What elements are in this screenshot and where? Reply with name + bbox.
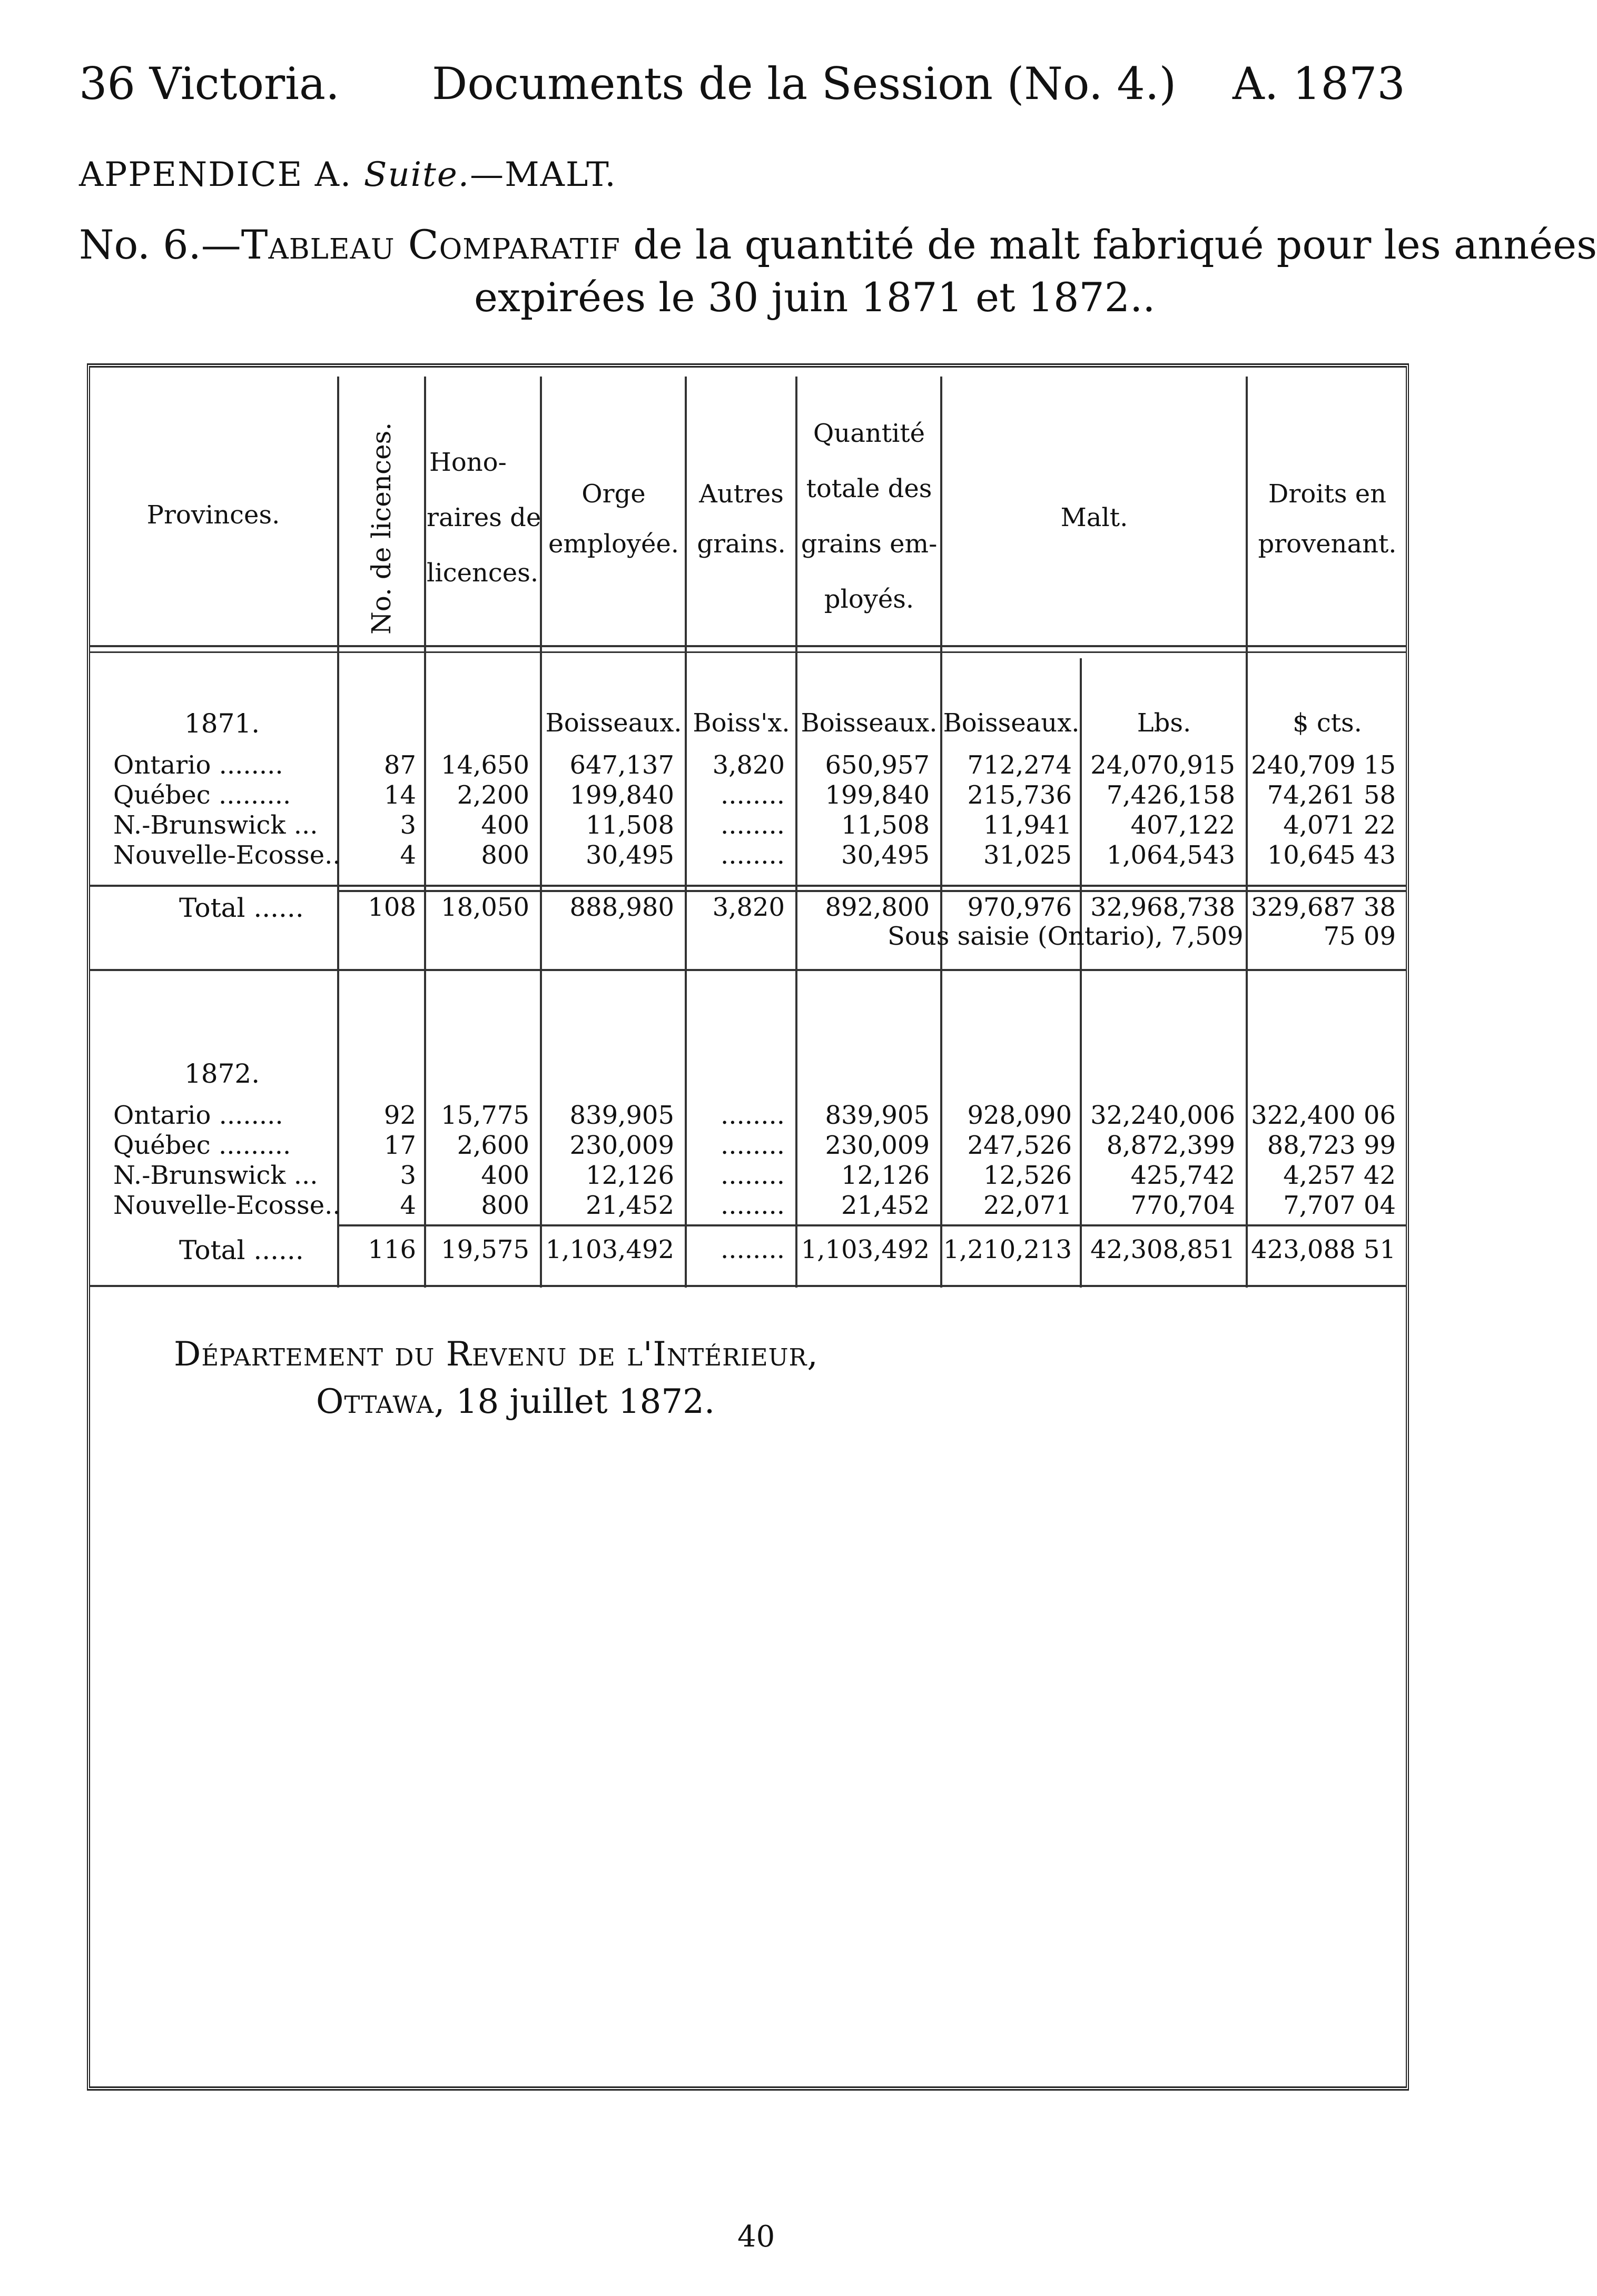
total-malt-lbs: 32,968,738 (1090, 893, 1235, 922)
signature-date: 18 juillet 1872. (445, 1382, 715, 1421)
droits-value: 74,261 58 (1267, 780, 1396, 810)
col-header-droits-1: Droits en (1268, 479, 1387, 509)
col-header-orge-2: employée. (548, 529, 679, 559)
unit-orge: Boisseaux. (545, 708, 682, 738)
malt-lbs-value: 8,872,399 (1106, 1131, 1235, 1160)
malt-boisseaux-value: 11,941 (983, 810, 1072, 840)
saisie-droits: 75 09 (1323, 922, 1396, 951)
total-rule (337, 1224, 1406, 1226)
quantite-value: 650,957 (825, 750, 930, 780)
licences-count: 3 (400, 810, 416, 840)
droits-value: 7,707 04 (1283, 1191, 1396, 1220)
header-session-year: 36 Victoria. (79, 58, 340, 110)
licences-count: 4 (400, 840, 416, 870)
total-licences: 116 (368, 1235, 416, 1264)
autres-value: ........ (720, 840, 785, 870)
col-header-quantite-2: totale des (806, 474, 932, 503)
col-header-honoraires-2: raires de (427, 503, 541, 532)
col-header-honoraires-3: licences. (427, 558, 539, 588)
col-header-autres-1: Autres (699, 479, 784, 509)
unit-droits: $ cts. (1293, 708, 1362, 738)
licences-count: 87 (383, 750, 416, 780)
autres-value: ........ (720, 1191, 785, 1220)
appendix-prefix: APPENDICE A. (79, 155, 364, 194)
autres-value: ........ (720, 1161, 785, 1190)
licences-count: 4 (400, 1191, 416, 1220)
unit-quantite: Boisseaux. (801, 708, 938, 738)
appendix-suite: Suite. (363, 155, 470, 194)
total-quantite: 892,800 (825, 893, 930, 922)
col-header-quantite-4: ployés. (824, 585, 914, 614)
appendix-heading (79, 155, 617, 194)
honoraires-value: 800 (481, 840, 529, 870)
total-label: Total ...... (179, 893, 304, 923)
section-rule (90, 885, 1406, 887)
malt-boisseaux-value: 22,071 (983, 1191, 1072, 1220)
quantite-value: 30,495 (841, 840, 930, 870)
province-name: Ontario ........ (113, 750, 283, 780)
autres-value: 3,820 (712, 750, 785, 780)
malt-lbs-value: 770,704 (1130, 1191, 1235, 1220)
col-header-honoraires-1: Hono- (429, 448, 507, 477)
col-header-quantite-3: grains em- (801, 529, 938, 559)
col-header-malt: Malt. (1060, 503, 1128, 532)
orge-value: 647,137 (569, 750, 674, 780)
province-name: N.-Brunswick ... (113, 1161, 318, 1190)
saisie-note: Sous saisie (Ontario), 7,509 (888, 922, 1244, 951)
total-licences: 108 (368, 893, 416, 922)
malt-lbs-value: 1,064,543 (1106, 840, 1235, 870)
malt-boisseaux-value: 215,736 (967, 780, 1072, 810)
table-name: Tableau Comparatif (241, 221, 620, 268)
table-end-rule (90, 1285, 1406, 1287)
quantite-value: 12,126 (841, 1161, 930, 1190)
honoraires-value: 400 (481, 1161, 529, 1190)
total-orge: 888,980 (569, 893, 674, 922)
malt-table (87, 363, 1409, 2091)
col-header-quantite-1: Quantité (813, 419, 925, 448)
header-year: A. 1873 (1233, 58, 1405, 110)
col-header-provinces: Provinces. (146, 500, 280, 530)
autres-value: ........ (720, 1101, 785, 1130)
malt-boisseaux-value: 12,526 (983, 1161, 1072, 1190)
licences-count: 17 (383, 1131, 416, 1160)
table-title-line1 (79, 221, 1597, 268)
year-1872-label: 1872. (184, 1058, 260, 1089)
droits-value: 4,071 22 (1283, 810, 1396, 840)
orge-value: 30,495 (586, 840, 674, 870)
honoraires-value: 14,650 (441, 750, 529, 780)
table-title-rest: de la quantité de malt fabriqué pour les années (620, 221, 1597, 268)
total-label: Total ...... (179, 1235, 304, 1265)
licences-count: 14 (383, 780, 416, 810)
malt-lbs-value: 425,742 (1130, 1161, 1235, 1190)
signature-city: Ottawa, (316, 1382, 446, 1421)
province-name: Nouvelle-Ecosse.. (113, 840, 341, 870)
licences-count: 92 (383, 1101, 416, 1130)
orge-value: 12,126 (586, 1161, 674, 1190)
signature-place-date (316, 1382, 715, 1421)
total-malt-lbs: 42,308,851 (1090, 1235, 1235, 1264)
header-document-title: Documents de la Session (No. 4.) (432, 58, 1177, 110)
orge-value: 199,840 (569, 780, 674, 810)
header-rule (90, 651, 1406, 653)
autres-value: ........ (720, 810, 785, 840)
total-honoraires: 19,575 (441, 1235, 529, 1264)
honoraires-value: 2,600 (457, 1131, 529, 1160)
malt-boisseaux-value: 247,526 (967, 1131, 1072, 1160)
unit-malt-boisseaux: Boisseaux. (943, 708, 1080, 738)
honoraires-value: 800 (481, 1191, 529, 1220)
orge-value: 11,508 (586, 810, 674, 840)
header-rule (90, 645, 1406, 647)
page-number: 40 (737, 2220, 775, 2254)
total-droits: 329,687 38 (1251, 893, 1396, 922)
total-honoraires: 18,050 (441, 893, 529, 922)
unit-autres: Boiss'x. (693, 708, 790, 738)
malt-lbs-value: 24,070,915 (1090, 750, 1235, 780)
orge-value: 839,905 (569, 1101, 674, 1130)
section-rule (90, 969, 1406, 971)
honoraires-value: 15,775 (441, 1101, 529, 1130)
droits-value: 322,400 06 (1251, 1101, 1396, 1130)
total-quantite: 1,103,492 (801, 1235, 930, 1264)
total-droits: 423,088 51 (1251, 1235, 1396, 1264)
malt-lbs-value: 407,122 (1130, 810, 1235, 840)
malt-lbs-value: 32,240,006 (1090, 1101, 1235, 1130)
honoraires-value: 400 (481, 810, 529, 840)
droits-value: 4,257 42 (1283, 1161, 1396, 1190)
unit-malt-lbs: Lbs. (1137, 708, 1191, 738)
total-malt-boisseaux: 970,976 (967, 893, 1072, 922)
orge-value: 21,452 (586, 1191, 674, 1220)
province-name: Ontario ........ (113, 1101, 283, 1130)
col-header-licences: No. de licences. (366, 422, 397, 635)
total-rule (337, 890, 1406, 892)
col-header-droits-2: provenant. (1258, 529, 1397, 559)
province-name: Québec ......... (113, 780, 291, 810)
autres-value: ........ (720, 1131, 785, 1160)
malt-lbs-value: 7,426,158 (1106, 780, 1235, 810)
droits-value: 240,709 15 (1251, 750, 1396, 780)
autres-value: ........ (720, 780, 785, 810)
year-1871-label: 1871. (184, 708, 260, 739)
total-malt-boisseaux: 1,210,213 (943, 1235, 1072, 1264)
honoraires-value: 2,200 (457, 780, 529, 810)
table-number: No. 6.— (79, 221, 241, 268)
total-autres: 3,820 (712, 893, 785, 922)
province-name: Québec ......... (113, 1131, 291, 1160)
appendix-suffix: —MALT. (470, 155, 617, 194)
quantite-value: 21,452 (841, 1191, 930, 1220)
total-orge: 1,103,492 (545, 1235, 674, 1264)
malt-boisseaux-value: 928,090 (967, 1101, 1072, 1130)
malt-boisseaux-value: 31,025 (983, 840, 1072, 870)
col-header-orge-1: Orge (581, 479, 646, 509)
quantite-value: 839,905 (825, 1101, 930, 1130)
quantite-value: 199,840 (825, 780, 930, 810)
quantite-value: 11,508 (841, 810, 930, 840)
droits-value: 88,723 99 (1267, 1131, 1396, 1160)
province-name: Nouvelle-Ecosse.. (113, 1191, 341, 1220)
total-autres: ........ (720, 1235, 785, 1264)
col-header-autres-2: grains. (697, 529, 786, 559)
quantite-value: 230,009 (825, 1131, 930, 1160)
province-name: N.-Brunswick ... (113, 810, 318, 840)
licences-count: 3 (400, 1161, 416, 1190)
orge-value: 230,009 (569, 1131, 674, 1160)
table-title-line2: expirées le 30 juin 1871 et 1872.. (474, 274, 1156, 321)
malt-boisseaux-value: 712,274 (967, 750, 1072, 780)
droits-value: 10,645 43 (1267, 840, 1396, 870)
department-signature: Département du Revenu de l'Intérieur, (174, 1335, 819, 1374)
